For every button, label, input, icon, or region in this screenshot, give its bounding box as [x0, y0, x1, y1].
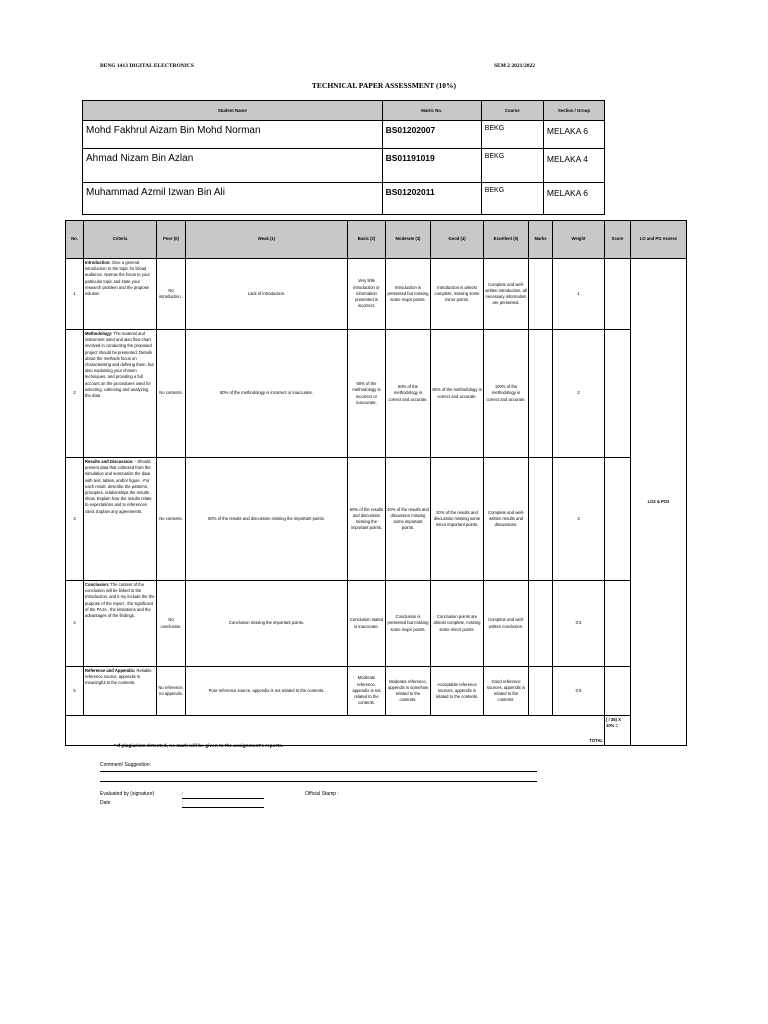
criteria-cell — [84, 259, 157, 330]
student-matric: BS01191019 — [382, 149, 481, 183]
excellent-cell: 100% of the methodology is correct and accurate. — [484, 330, 529, 458]
rubric-row — [66, 330, 687, 458]
criteria-body: Give a general introduction to the topic for broad audience. Narrow the focus to your particular topic and state your research problem and the propose solution — [85, 260, 150, 297]
evaluated-label: Evaluated by (signature) — [100, 791, 155, 797]
criteria-title: Conclusion: — [85, 582, 110, 587]
rubric-table — [65, 220, 687, 746]
basic-cell: Moderate reference, appendix is not related to the contents. — [348, 667, 386, 716]
marks-cell[interactable] — [529, 458, 553, 581]
header-good: Good (4) — [431, 221, 484, 259]
good-cell: Conclusion points are almost complete, missing some minor points. — [431, 581, 484, 667]
header-weight: Weight — [553, 221, 605, 259]
score-cell[interactable] — [605, 458, 631, 581]
criteria-cell — [84, 330, 157, 458]
total-label: TOTAL — [66, 716, 605, 746]
header-weak: Weak (1) — [186, 221, 348, 259]
basic-cell: 60% of the results and discussion missing the important points. — [348, 458, 386, 581]
comment-line-1[interactable] — [100, 771, 537, 772]
header-basic: Basic (2) — [348, 221, 386, 259]
date-label: Date — [100, 800, 111, 806]
header-section-group: Section / Group — [543, 101, 604, 121]
student-section: MELAKA 6 — [543, 183, 604, 215]
student-name: Mohd Fakhrul Aizam Bin Mohd Norman — [83, 121, 383, 149]
rubric-row — [66, 458, 687, 581]
row-no: 3 — [66, 458, 84, 581]
student-name: Ahmad Nizam Bin Azlan — [83, 149, 383, 183]
rubric-row — [66, 581, 687, 667]
header-matric-no: Matric No. — [382, 101, 481, 121]
signature-line[interactable] — [182, 798, 264, 799]
poor-cell: No reference, no appendix. — [157, 667, 186, 716]
header-moderate: Moderate (3) — [386, 221, 431, 259]
basic-cell: Conclusion stated is inaccurate. — [348, 581, 386, 667]
marks-cell[interactable] — [529, 581, 553, 667]
comment-label: Comment/ Suggestion: — [100, 762, 151, 768]
student-course: BEKG — [481, 121, 543, 149]
poor-cell: No introduction . — [157, 259, 186, 330]
student-row — [83, 121, 605, 149]
header-poor: Poor (0) — [157, 221, 186, 259]
evaluated-colon: : — [182, 791, 184, 797]
moderate-cell: Moderate reference, appendix is somehow related to the contents. — [386, 667, 431, 716]
header-student-name: Student Name — [83, 101, 383, 121]
marks-cell[interactable] — [529, 259, 553, 330]
criteria-cell — [84, 581, 157, 667]
date-colon: : — [182, 800, 184, 806]
weak-cell: Lack of introduction. — [186, 259, 348, 330]
excellent-cell: Complete and well-written results and discussions. — [484, 458, 529, 581]
comment-line-2[interactable] — [100, 781, 537, 782]
poor-cell: No contents. — [157, 458, 186, 581]
page-title: TECHNICAL PAPER ASSESSMENT (10%) — [311, 81, 457, 90]
good-cell: 80% of the methodology is correct and accurate. — [431, 330, 484, 458]
lo-po-label: LO2 & PO2 — [647, 498, 670, 504]
marks-cell[interactable] — [529, 667, 553, 716]
header-course: Course — [481, 101, 543, 121]
rubric-row — [66, 667, 687, 716]
weak-cell: Conclusion missing the important points. — [186, 581, 348, 667]
student-matric: BS01202011 — [382, 183, 481, 215]
criteria-body: Reliable reference source, appendix is meaningful to the contents. — [85, 668, 152, 686]
weight-cell: 0.5 — [553, 581, 605, 667]
criteria-title: Methodology: — [85, 331, 113, 336]
weak-cell: 80% of the methodology is incorrect or inaccurate. — [186, 330, 348, 458]
poor-cell: No conclusion. — [157, 581, 186, 667]
criteria-title: Reference and Appendix: — [85, 668, 136, 673]
student-row — [83, 183, 605, 215]
weight-cell: 0.5 — [553, 667, 605, 716]
student-course: BEKG — [481, 149, 543, 183]
rubric-header-row — [66, 221, 687, 259]
weak-cell: Poor reference source, appendix is not related to the contents. — [186, 667, 348, 716]
excellent-cell: Complete and well-written introduction, all necessary information are presented. — [484, 259, 529, 330]
weak-cell: 80% of the results and discussion missing the important points. — [186, 458, 348, 581]
weight-cell: 2 — [553, 330, 605, 458]
row-no: 2 — [66, 330, 84, 458]
score-total[interactable]: ( / 35) X 10% = — [605, 716, 631, 746]
moderate-cell: 40% of the results and discussion missing some important points. — [386, 458, 431, 581]
date-line[interactable] — [182, 807, 264, 808]
criteria-cell — [84, 458, 157, 581]
criteria-body: The content of the conclusion will be linked to the Introduction, and it my include the the purpose of the report , the significant of the PAJA , the limitations and the advantages of the findings. — [85, 582, 155, 619]
lo-po-cell — [631, 259, 687, 746]
moderate-cell: 60% of the methodology is correct and accurate. — [386, 330, 431, 458]
student-row — [83, 149, 605, 183]
plagiarism-note: * If plagiarism detected, no mark will be given to the assignment's reports. — [114, 744, 284, 749]
course-code: BENG 1413 DIGITAL ELECTRONICS — [100, 63, 194, 69]
criteria-cell — [84, 667, 157, 716]
student-table — [82, 100, 605, 215]
student-course: BEKG — [481, 183, 543, 215]
total-row — [66, 716, 687, 746]
row-no: 5 — [66, 667, 84, 716]
poor-cell: No contents. — [157, 330, 186, 458]
header-excellent: Excellent (5) — [484, 221, 529, 259]
student-section: MELAKA 4 — [543, 149, 604, 183]
student-header-row — [83, 101, 605, 121]
header-no: No. — [66, 221, 84, 259]
score-cell[interactable] — [605, 330, 631, 458]
header-criteria: Criteria — [84, 221, 157, 259]
criteria-body: - Should present data that collected from the simulation and summarize the data with text, tables, and/or figure. -For each result, describe the patterns, principles, relationships the results show. Explain how the results relate to expectations and to references cited. Explain any agreements. — [85, 459, 152, 514]
weight-cell: 1 — [553, 259, 605, 330]
score-cell[interactable] — [605, 667, 631, 716]
score-cell[interactable] — [605, 259, 631, 330]
header-lo-po: LO and PO Assess — [631, 221, 687, 259]
moderate-cell: Conclusion is presented but missing some major points. — [386, 581, 431, 667]
student-name: Muhammad Azmil Izwan Bin Ali — [83, 183, 383, 215]
rubric-row — [66, 259, 687, 330]
moderate-cell: Introduction is presented but missing some major points. — [386, 259, 431, 330]
basic-cell: 60% of the methodology is incorrect or inaccurate. — [348, 330, 386, 458]
marks-cell[interactable] — [529, 330, 553, 458]
stamp-label: Official Stamp : — [305, 791, 339, 797]
excellent-cell: Complete and well-written conclusion. — [484, 581, 529, 667]
header-score: Score — [605, 221, 631, 259]
criteria-title: Results and Discussion: — [85, 459, 134, 464]
header-marks: Marks — [529, 221, 553, 259]
score-cell[interactable] — [605, 581, 631, 667]
weight-cell: 3 — [553, 458, 605, 581]
semester-label: SEM 2 2021/2022 — [494, 63, 535, 69]
row-no: 4 — [66, 581, 84, 667]
good-cell: 20% of the results and discussion missing some minor important points. — [431, 458, 484, 581]
criteria-body: The material and instrument used and also flow chart involved in conducting the proposed project should be presented. Details about the methods focus on characterising and defining them, but also explaining your chosen techniques, and providing a full account on the procedures used for selecting, collecting and analyzing the data — [85, 331, 154, 399]
good-cell: Acceptable reference sources, appendix is related to the contents. — [431, 667, 484, 716]
student-matric: BS01202007 — [382, 121, 481, 149]
criteria-title: Introduction: — [85, 260, 111, 265]
basic-cell: Very little introduction or information presented is incorrect. — [348, 259, 386, 330]
student-section: MELAKA 6 — [543, 121, 604, 149]
row-no: 1 — [66, 259, 84, 330]
good-cell: Introduction is almost complete, missing some minor points. — [431, 259, 484, 330]
excellent-cell: Good reference sources, appendix is related to the contents. — [484, 667, 529, 716]
